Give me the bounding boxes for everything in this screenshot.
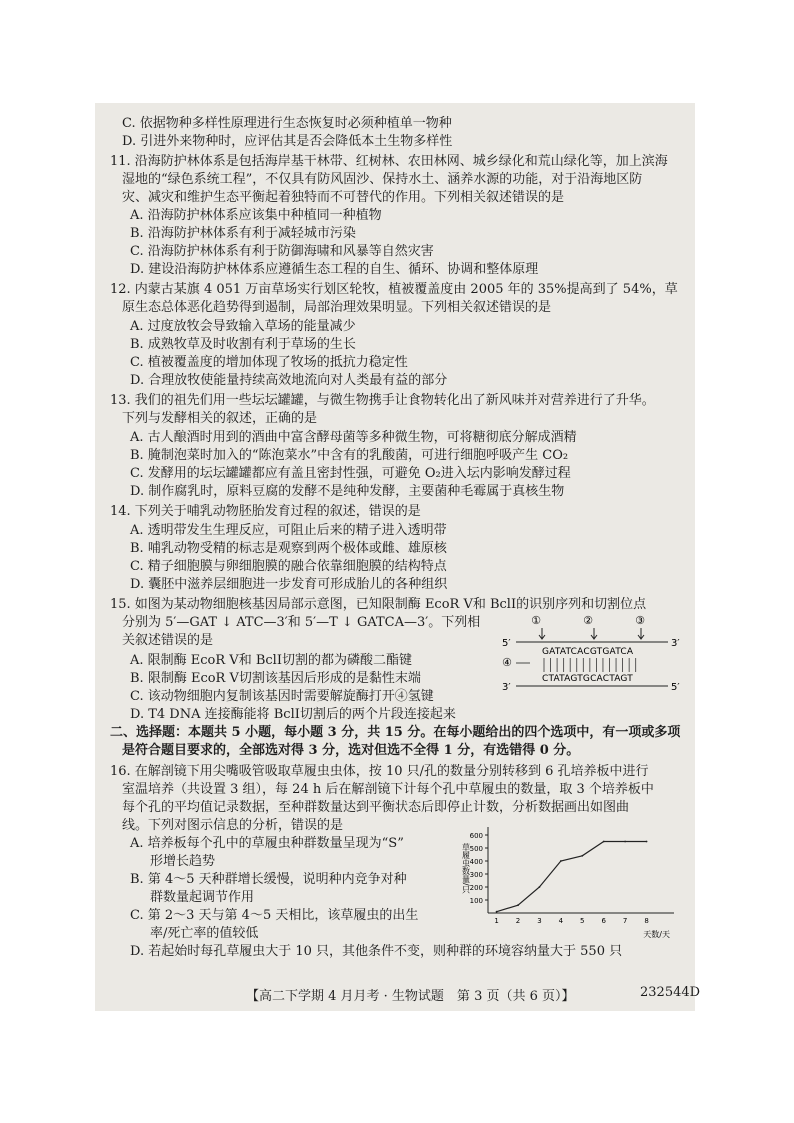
- text-line: A. 过度放牧会导致输入草场的能量减少: [130, 319, 356, 334]
- dna-top-sequence: GATATCACGTGATCA: [542, 647, 634, 657]
- text-line: 分别为 5′—GAT ↓ ATC—3′和 5′—T ↓ GATCA—3′。下列相: [122, 615, 481, 630]
- dna-marker-3: ③: [635, 614, 645, 627]
- text-line: 湿地的“绿色系统工程”，不仅具有防风固沙、保持水土、涵养水源的功能，对于沿海地区防: [122, 172, 643, 187]
- text-line: D. T4 DNA 连接酶能将 BclⅠ切割后的两个片段连接起来: [130, 707, 456, 722]
- text-line: 灾、减灾和维护生态平衡起着独特而不可替代的作用。下列相关叙述错误的是: [122, 190, 565, 205]
- text-line: D. 若起始时每孔草履虫大于 10 只，其他条件不变，则种群的环境容纳量大于 550 只: [130, 944, 623, 959]
- x-tick-label: 6: [601, 917, 606, 925]
- text-line: 室温培养（共设置 3 组），每 24 h 后在解剖镜下计每个孔中草履虫的数量，取 3 个培养板中: [122, 782, 654, 797]
- text-line: 下列与发酵相关的叙述，正确的是: [122, 411, 318, 426]
- text-line: B. 腌制泡菜时加入的“陈泡菜水”中含有的乳酸菌，可进行细胞呼吸产生 CO₂: [130, 448, 569, 463]
- dna-top-3-end: 3′: [671, 638, 680, 649]
- data-point: [517, 904, 519, 906]
- x-tick-label: 1: [494, 917, 499, 925]
- text-line: D. 合理放牧使能量持续高效地流向对人类最有益的部分: [130, 373, 448, 388]
- text-line: 关叙述错误的是: [122, 633, 214, 648]
- text-line: 形增长趋势: [150, 854, 216, 869]
- text-line: 群数量起调节作用: [150, 890, 255, 905]
- text-line: 原生态总体恶化趋势得到遏制，局部治理效果明显。下列相关叙述错误的是: [122, 300, 552, 315]
- text-line: B. 沿海防护林体系有利于减轻城市污染: [130, 226, 356, 241]
- data-point: [496, 911, 498, 913]
- text-line: B. 成熟牧草及时收割有利于草场的生长: [130, 337, 356, 352]
- text-line: D. 囊胚中滋养层细胞进一步发育可形成胎儿的各种组织: [130, 577, 448, 592]
- population-chart: [458, 825, 698, 940]
- dna-marker-2: ②: [583, 614, 593, 627]
- text-line: 11. 沿海防护林体系是包括海岸基干林带、红树林、农田林网、城乡绿化和荒山绿化等，加上滨海: [110, 154, 668, 169]
- text-line: 是符合题目要求的，全部选对得 3 分，选对但选不全得 1 分，有选错得 0 分。: [122, 743, 580, 758]
- population-curve: [497, 842, 647, 912]
- text-line: D. 制作腐乳时，原料豆腐的发酵不是纯种发酵，主要菌种毛霉属于真核生物: [130, 484, 565, 499]
- dna-diagram: [500, 612, 690, 696]
- text-line: A. 培养板每个孔中的草履虫种群数量呈现为“S”: [130, 836, 404, 851]
- dna-marker-4: ④: [502, 656, 512, 669]
- text-line: C. 发酵用的坛坛罐罐都应有盖且密封性强，可避免 O₂进入坛内影响发酵过程: [130, 466, 571, 481]
- text-line: D. 引进外来物种时，应评估其是否会降低本土生物多样性: [122, 134, 453, 149]
- dna-bottom-sequence: CTATAGTGCACTAGT: [542, 674, 633, 684]
- y-axis-label: 草履虫数量/只: [461, 843, 471, 894]
- text-line: A. 透明带发生生理反应，可阻止后来的精子进入透明带: [130, 523, 447, 538]
- x-tick-label: 2: [515, 917, 521, 925]
- text-line: 16. 在解剖镜下用尖嘴吸管吸取草履虫虫体，按 10 只/孔的数量分别转移到 6 孔培养板中进行: [110, 764, 649, 779]
- text-line: 13. 我们的祖先们用一些坛坛罐罐，与微生物携手让食物转化出了新风味并对营养进行了升华。: [110, 393, 655, 408]
- text-line: 率/死亡率的值较低: [150, 926, 259, 941]
- text-line: 15. 如图为某动物细胞核基因局部示意图，已知限制酶 EcoR Ⅴ和 BclⅠ的识别序列和切割位点: [110, 597, 647, 612]
- text-line: D. 建设沿海防护林体系应遵循生态工程的自生、循环、协调和整体原理: [130, 262, 539, 277]
- text-line: 12. 内蒙古某旗 4 051 万亩草场实行划区轮牧，植被覆盖度由 2005 年的 35%提高到了 54%，草: [110, 282, 678, 297]
- text-line: C. 该动物细胞内复制该基因时需要解旋酶打开④氢键: [130, 689, 434, 704]
- text-line: C. 精子细胞膜与卵细胞膜的融合依靠细胞膜的结构特点: [130, 559, 447, 574]
- data-point: [646, 841, 648, 843]
- text-line: A. 限制酶 EcoR Ⅴ和 BclⅠ切割的都为磷酸二酯键: [130, 653, 412, 668]
- text-line: B. 哺乳动物受精的标志是观察到两个极体或雌、雄原核: [130, 541, 447, 556]
- text-line: 线。下列对图示信息的分析，错误的是: [122, 818, 344, 833]
- data-point: [581, 855, 583, 857]
- text-line: A. 古人酿酒时用到的酒曲中富含酵母菌等多种微生物，可将糖彻底分解成酒精: [130, 430, 577, 445]
- y-tick-label: 400: [469, 858, 483, 866]
- x-tick-label: 4: [558, 917, 564, 925]
- y-tick-label: 600: [469, 832, 483, 840]
- paper-code: 232544D: [640, 985, 701, 1000]
- x-tick-label: 7: [622, 917, 628, 925]
- data-point: [539, 886, 541, 888]
- text-line: 14. 下列关于哺乳动物胚胎发育过程的叙述，错误的是: [110, 504, 421, 519]
- page-footer: 【高二下学期 4 月月考 · 生物试题 第 3 页（共 6 页）】: [246, 989, 575, 1004]
- text-line: B. 限制酶 EcoR Ⅴ切割该基因后形成的是黏性末端: [130, 671, 421, 686]
- text-line: C. 沿海防护林体系有利于防御海啸和风暴等自然灾害: [130, 244, 434, 259]
- text-line: C. 植被覆盖度的增加体现了牧场的抵抗力稳定性: [130, 355, 408, 370]
- text-line: C. 依据物种多样性原理进行生态恢复时必须种植单一物种: [122, 116, 452, 131]
- x-axis-label: 天数/天: [643, 930, 670, 939]
- data-point: [624, 841, 626, 843]
- y-tick-label: 200: [469, 884, 483, 892]
- dna-marker-1: ①: [531, 614, 541, 627]
- y-tick-label: 300: [469, 871, 483, 879]
- y-tick-label: 500: [469, 845, 483, 853]
- x-tick-label: 3: [537, 917, 542, 925]
- dna-bottom-5-end: 5′: [671, 682, 680, 693]
- text-line: C. 第 2～3 天与第 4～5 天相比，该草履虫的出生: [130, 908, 419, 923]
- text-line: B. 第 4～5 天种群增长缓慢，说明种内竞争对种: [130, 872, 407, 887]
- dna-top-5-end: 5′: [502, 638, 511, 649]
- data-point: [603, 841, 605, 843]
- text-line: 二、选择题：本题共 5 小题，每小题 3 分，共 15 分。在每小题给出的四个选项中，有一项或多项: [110, 725, 681, 740]
- data-point: [560, 860, 562, 862]
- text-line: A. 沿海防护林体系应该集中种植同一种植物: [130, 208, 382, 223]
- dna-bottom-3-end: 3′: [502, 682, 511, 693]
- x-tick-label: 8: [644, 917, 649, 925]
- text-line: 每个孔的平均值记录数据，至种群数量达到平衡状态后即停止计数，分析数据画出如图曲: [122, 800, 630, 815]
- x-tick-label: 5: [580, 917, 585, 925]
- y-tick-label: 100: [469, 897, 483, 905]
